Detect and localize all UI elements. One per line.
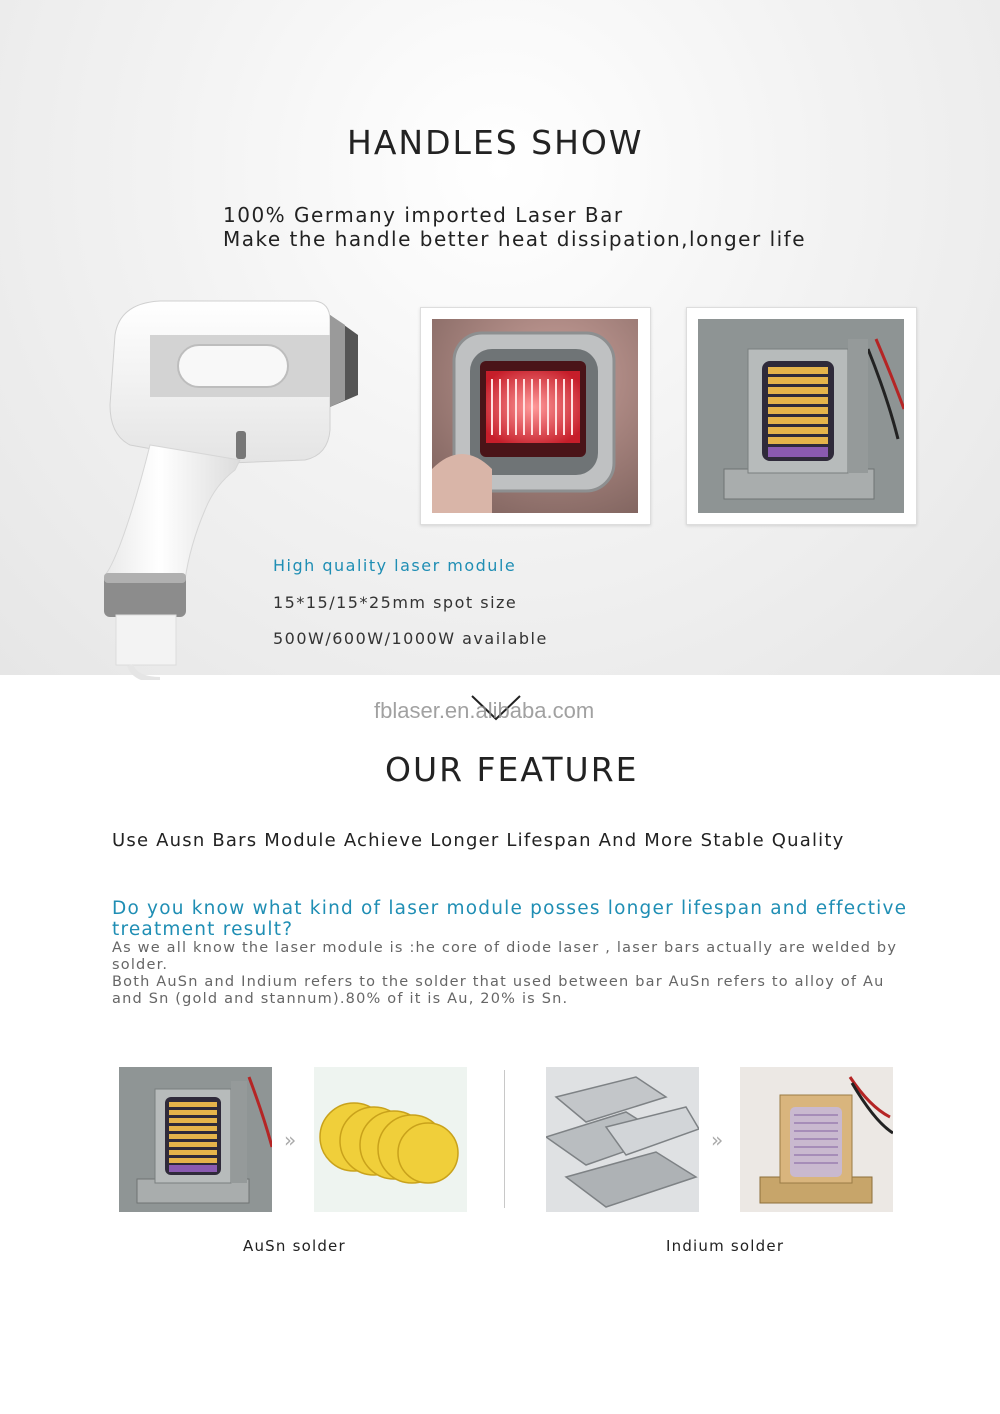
ausn-solder-discs-photo — [314, 1067, 467, 1212]
comparison-divider — [504, 1070, 505, 1208]
arrow-separator-right: » — [711, 1128, 724, 1152]
handles-intro-line2: Make the handle better heat dissipation,longer life — [223, 227, 807, 251]
spec-power: 500W/600W/1000W available — [273, 629, 548, 648]
spec-spot-size: 15*15/15*25mm spot size — [273, 593, 518, 612]
watermark: fblaser.en.alibaba.com — [374, 698, 595, 723]
feature-question: Do you know what kind of laser module posses longer lifespan and effective treatment result? — [112, 898, 908, 940]
laser-module-photo-frame — [686, 307, 917, 525]
laser-handpiece-image — [90, 295, 370, 680]
arrow-separator-left: » — [284, 1128, 297, 1152]
caption-indium-solder: Indium solder — [666, 1237, 785, 1255]
feature-subtitle: Use Ausn Bars Module Achieve Longer Lifespan And More Stable Quality — [112, 830, 845, 851]
feature-title: OUR FEATURE — [385, 750, 639, 789]
ausn-module-photo — [119, 1067, 272, 1212]
feature-para-core: As we all know the laser module is :he core of diode laser , laser bars actually are welded by solder. — [112, 940, 898, 973]
indium-module-photo — [740, 1067, 893, 1212]
laser-module-photo — [698, 319, 904, 513]
spec-heading: High quality laser module — [273, 556, 517, 575]
feature-para-solder: Both AuSn and Indium refers to the solder that used between bar AuSn refers to alloy of Au and Sn (gold and stannum).80% of it is Au, 20% is Sn. — [112, 974, 885, 1007]
laser-window-photo — [432, 319, 638, 513]
caption-ausn-solder: AuSn solder — [243, 1237, 346, 1255]
handles-title: HANDLES SHOW — [347, 123, 644, 162]
handles-intro-line1: 100% Germany imported Laser Bar — [223, 203, 624, 227]
laser-window-photo-frame — [420, 307, 651, 525]
indium-ingots-photo — [546, 1067, 699, 1212]
